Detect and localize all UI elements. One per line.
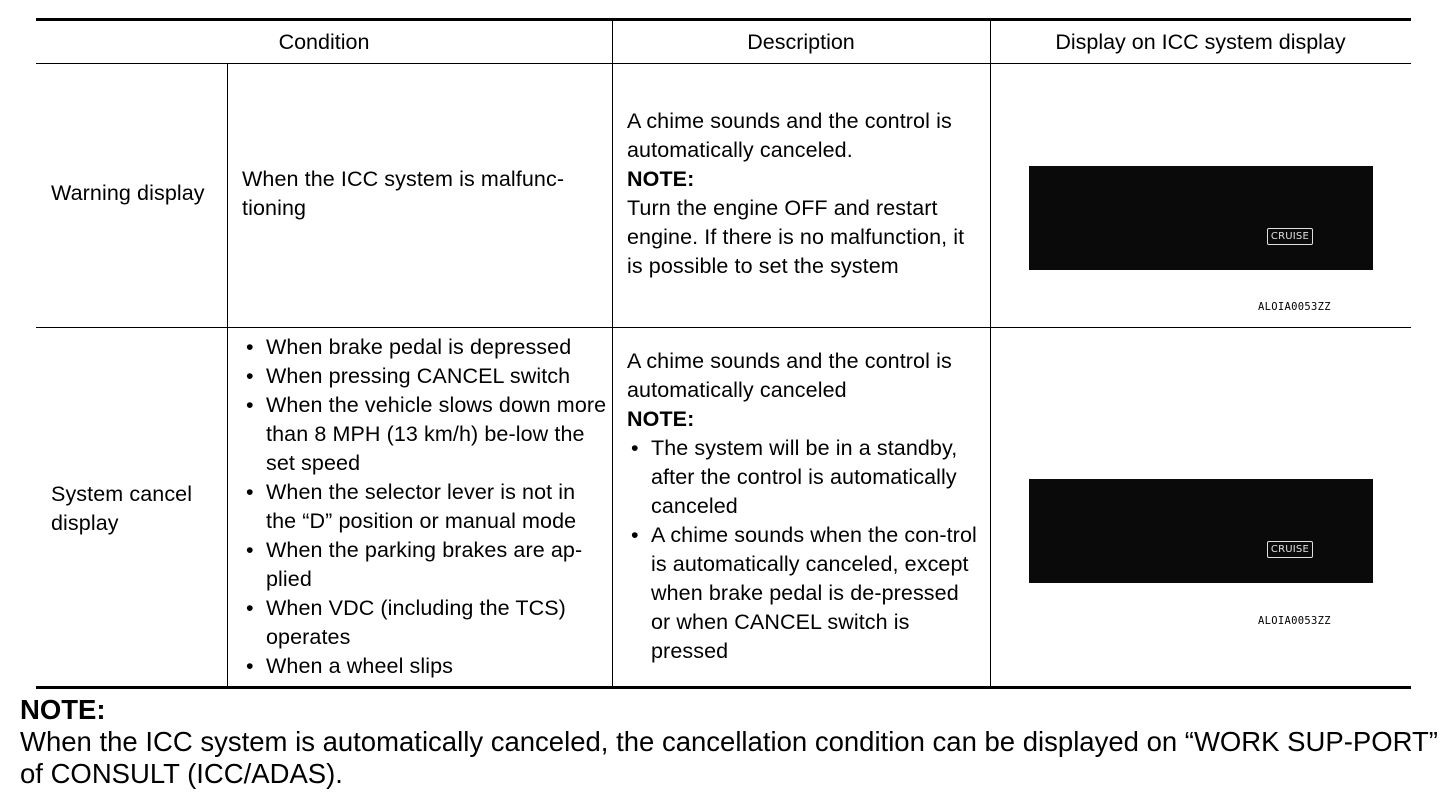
column-divider (990, 21, 991, 689)
footer-note (20, 694, 1440, 790)
footer-note-text: When the ICC system is automatically canceled, the cancellation condition can be displayed on “WORK SUP-PORT” of CONSULT (ICC/ADAS). (20, 726, 1438, 789)
column-divider (227, 63, 228, 689)
row2-icc-display-image (1029, 479, 1373, 583)
row1-image-code: ALOIA0053ZZ (1258, 301, 1331, 313)
row2-note-label: NOTE: (627, 407, 695, 431)
header-description: Description (747, 29, 855, 54)
header-condition: Condition (278, 29, 370, 54)
list-item: • When the vehicle slows down more than 8 MPH (13 km/h) be-low the set speed (242, 391, 608, 478)
list-item: • When the selector lever is not in the “D” position or manual mode (242, 478, 608, 536)
row1-note-text: Turn the engine OFF and restart engine. If there is no malfunction, it is possible to set the system (627, 196, 965, 278)
row-divider (36, 327, 1411, 328)
row1-description (627, 107, 983, 281)
row1-condition-detail: When the ICC system is malfunc- tioning (242, 167, 565, 220)
column-divider (612, 21, 613, 689)
row2-description-text: A chime sounds and the control is automatically canceled (627, 349, 952, 402)
header-display: Display on ICC system display (1055, 29, 1346, 54)
icc-cancel-table (36, 18, 1411, 689)
row1-icc-display-image (1029, 166, 1373, 270)
row1-condition-title: Warning display (51, 181, 205, 205)
list-item: • When a wheel slips (242, 652, 608, 681)
list-item: • When the parking brakes are ap-plied (242, 536, 608, 594)
row2-condition-list (242, 333, 608, 681)
footer-note-label: NOTE: (20, 694, 106, 725)
cruise-indicator: CRUISE (1267, 541, 1313, 558)
list-item: • When VDC (including the TCS) operates (242, 594, 608, 652)
row2-condition-title: System cancel display (51, 482, 193, 535)
list-item: • When pressing CANCEL switch (242, 362, 608, 391)
row1-description-text: A chime sounds and the control is automatically canceled. (627, 109, 952, 162)
row1-note-label: NOTE: (627, 167, 695, 191)
row2-description (627, 347, 983, 666)
list-item: • When brake pedal is depressed (242, 333, 608, 362)
list-item: • A chime sounds when the con-trol is automatically canceled, except when brake pedal is de-pressed or when CANCEL switch is pressed (627, 521, 983, 666)
header-divider (36, 63, 1411, 64)
list-item: • The system will be in a standby, after the control is automatically canceled (627, 434, 983, 521)
row2-image-code: ALOIA0053ZZ (1258, 615, 1331, 627)
cruise-indicator: CRUISE (1267, 228, 1313, 245)
